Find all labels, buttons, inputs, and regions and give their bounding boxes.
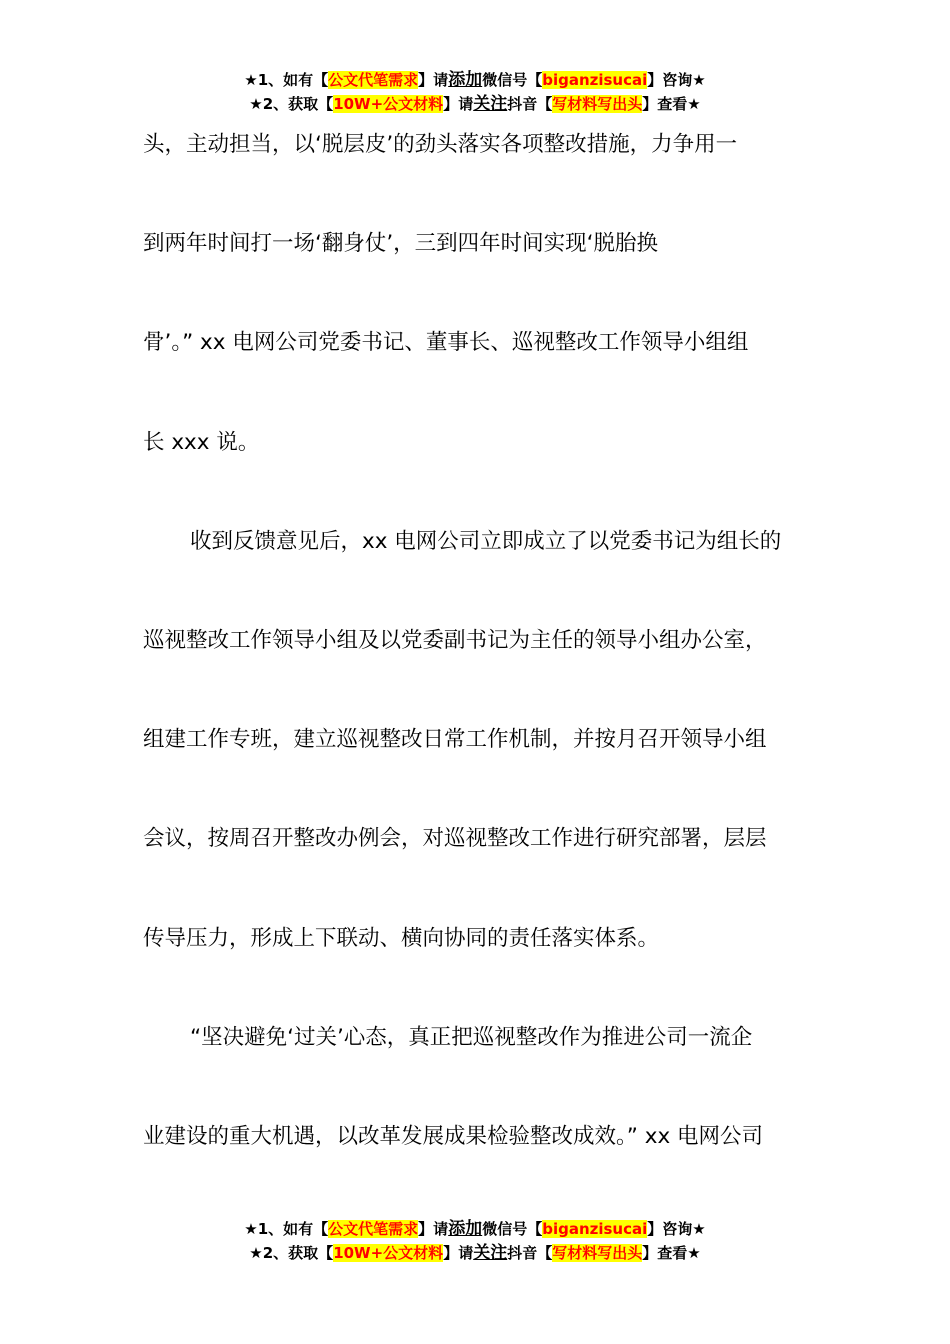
banner-highlight: biganzisucai — [542, 1220, 648, 1238]
body-line: 组建工作专班，建立巡视整改日常工作机制，并按月召开领导小组 — [143, 727, 767, 753]
banner-text: 】咨询★ — [647, 71, 706, 89]
body-line: 巡视整改工作领导小组及以党委副书记为主任的领导小组办公室， — [143, 627, 767, 653]
body-line: 长 xxx 说。 — [143, 429, 260, 455]
banner-highlight: 10W+公文材料 — [333, 1244, 444, 1262]
banner-text: 】查看★ — [642, 1244, 701, 1262]
banner-emphasis: 关注 — [473, 94, 508, 114]
banner-text: 抖音【 — [507, 1244, 553, 1262]
banner-text: 】咨询★ — [647, 1220, 706, 1238]
banner-text: 】请 — [443, 1244, 474, 1262]
banner-text: 】请 — [418, 71, 449, 89]
document-body — [143, 122, 813, 1213]
banner-emphasis: 添加 — [448, 70, 483, 90]
banner-text: ★1、如有【 — [244, 1220, 329, 1238]
body-line: 头，主动担当，以‘脱层皮’的劲头落实各项整改措施，力争用一 — [143, 132, 738, 157]
banner-highlight: 公文代笔需求 — [328, 71, 419, 89]
banner-highlight: biganzisucai — [542, 71, 648, 89]
banner-text: ★2、获取【 — [249, 1244, 334, 1262]
banner-line-2 — [0, 1241, 950, 1265]
banner-text: ★2、获取【 — [249, 95, 334, 113]
body-line: 传导压力，形成上下联动、横向协同的责任落实体系。 — [143, 925, 660, 951]
banner-line-2 — [0, 92, 950, 116]
banner-highlight: 10W+公文材料 — [333, 95, 444, 113]
banner-emphasis: 添加 — [448, 1219, 483, 1239]
banner-text: 】请 — [443, 95, 474, 113]
body-line: 收到反馈意见后，xx 电网公司立即成立了以党委书记为组长的 — [190, 528, 782, 554]
banner-text: 抖音【 — [507, 95, 553, 113]
banner-line-1 — [0, 68, 950, 92]
body-line: 业建设的重大机遇，以改革发展成果检验整改成效。” xx 电网公司 — [143, 1123, 764, 1149]
banner-text: ★1、如有【 — [244, 71, 329, 89]
banner-line-1 — [0, 1217, 950, 1241]
banner-text: 微信号【 — [482, 1220, 543, 1238]
body-line: 骨’。” xx 电网公司党委书记、董事长、巡视整改工作领导小组组 — [143, 330, 749, 356]
body-line: “坚决避免‘过关’心态，真正把巡视整改作为推进公司一流企 — [190, 1024, 753, 1050]
banner-highlight: 写材料写出头 — [552, 1244, 643, 1262]
banner-highlight: 写材料写出头 — [552, 95, 643, 113]
bottom-banner — [0, 1217, 950, 1265]
banner-text: 微信号【 — [482, 71, 543, 89]
top-banner — [0, 68, 950, 116]
body-line: 会议，按周召开整改办例会，对巡视整改工作进行研究部署，层层 — [143, 826, 767, 852]
banner-highlight: 公文代笔需求 — [328, 1220, 419, 1238]
body-line: 到两年时间打一场‘翻身仗’，三到四年时间实现‘脱胎换 — [143, 231, 659, 257]
banner-text: 】查看★ — [642, 95, 701, 113]
banner-text: 】请 — [418, 1220, 449, 1238]
banner-emphasis: 关注 — [473, 1243, 508, 1263]
